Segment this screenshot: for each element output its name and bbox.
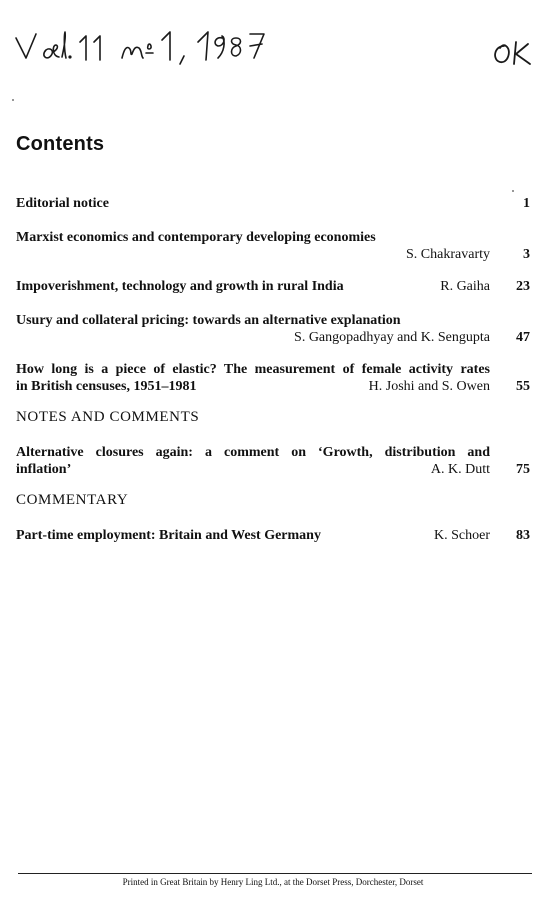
printer-footer: Printed in Great Britain by Henry Ling Ltd., at the Dorset Press, Dorchester, Dorset xyxy=(122,877,424,887)
entry-title: Part-time employment: Britain and West Germany xyxy=(16,528,321,543)
section-heading-commentary: COMMENTARY xyxy=(16,492,129,508)
toc-row xyxy=(16,378,530,395)
toc-entry xyxy=(16,361,530,395)
entry-author: R. Gaiha xyxy=(440,279,490,294)
toc-entry xyxy=(16,278,530,295)
entry-right xyxy=(369,378,530,395)
scan-speck xyxy=(12,99,14,101)
toc-row xyxy=(16,278,530,295)
page-number: 3 xyxy=(523,247,530,262)
toc-entry xyxy=(16,195,530,212)
page-title: Contents xyxy=(16,133,105,155)
toc-row xyxy=(16,246,530,263)
handwritten-volume-note xyxy=(12,20,312,68)
toc-entry xyxy=(16,229,530,263)
toc-row xyxy=(16,312,530,329)
page-number: 23 xyxy=(516,279,530,294)
footer-rule xyxy=(18,873,532,874)
entry-right xyxy=(434,527,530,544)
entry-title: Impoverishment, technology and growth in rural India xyxy=(16,279,344,294)
toc-row xyxy=(16,444,530,461)
page-number: 47 xyxy=(516,330,530,345)
entry-author: S. Gangopadhyay and K. Sengupta xyxy=(294,330,490,345)
toc-entry xyxy=(16,312,530,346)
entry-right xyxy=(440,278,530,295)
entry-title-line: in British censuses, 1951–1981 xyxy=(16,379,197,394)
entry-right xyxy=(490,195,530,212)
toc-row xyxy=(16,527,530,544)
toc-row xyxy=(16,229,530,246)
section-heading-notes: NOTES AND COMMENTS xyxy=(16,409,200,425)
toc-row xyxy=(16,461,530,478)
entry-title: Usury and collateral pricing: towards an alternative explanation xyxy=(16,313,401,328)
page-number: 1 xyxy=(523,196,530,211)
entry-author: A. K. Dutt xyxy=(430,462,490,477)
toc-row xyxy=(16,361,530,378)
entry-right xyxy=(294,329,530,346)
page-number: 75 xyxy=(516,462,530,477)
page-number: 55 xyxy=(516,379,530,394)
entry-title: Marxist economics and contemporary developing economies xyxy=(16,230,376,245)
entry-author: H. Joshi and S. Owen xyxy=(368,379,490,394)
toc-row xyxy=(16,329,530,346)
entry-right xyxy=(431,461,530,478)
page-number: 83 xyxy=(516,528,530,543)
entry-author: S. Chakravarty xyxy=(406,247,490,262)
toc-entry xyxy=(16,527,530,544)
entry-right xyxy=(406,246,530,263)
entry-author: K. Schoer xyxy=(434,528,490,543)
entry-title-line: inflation’ xyxy=(16,462,72,477)
toc-row xyxy=(16,195,530,212)
entry-title: Editorial notice xyxy=(16,196,109,211)
toc-entry xyxy=(16,444,530,478)
scan-speck xyxy=(512,190,514,192)
entry-title-line: How long is a piece of elastic? The measurement of female activity rates xyxy=(16,362,490,377)
entry-title-line: Alternative closures again: a comment on ‘Growth, distribution and xyxy=(16,445,490,460)
handwritten-ok-mark xyxy=(488,38,538,68)
